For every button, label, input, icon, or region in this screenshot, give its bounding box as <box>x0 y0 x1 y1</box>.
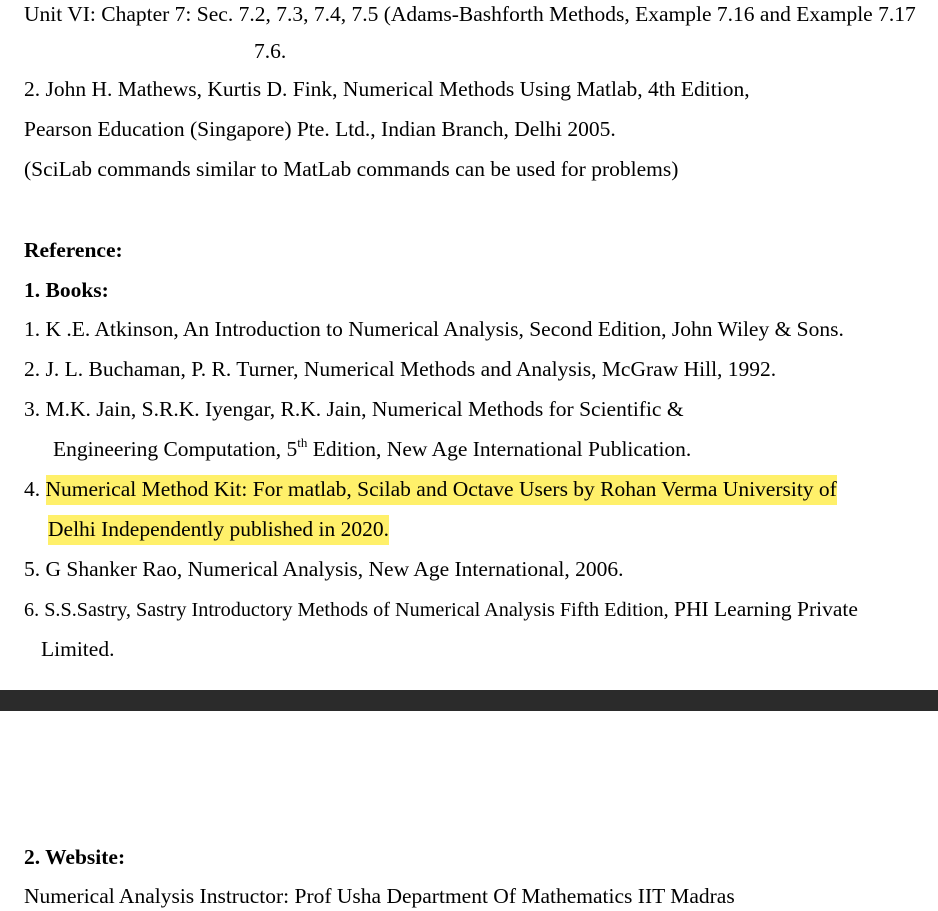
highlighted-text: Numerical Method Kit: For matlab, Scilab and Octave Users by Rohan Verma University of <box>46 475 837 505</box>
book-item-3-text-end: Edition, New Age International Publication. <box>307 437 692 461</box>
book-item-4-line-1 <box>24 476 837 502</box>
textbook-2-line-2: Pearson Education (Singapore) Pte. Ltd., Indian Branch, Delhi 2005. <box>24 117 616 141</box>
website-line: Numerical Analysis Instructor: Prof Usha Department Of Mathematics IIT Madras <box>24 884 735 908</box>
unit-line-continuation: 7.6. <box>254 39 287 63</box>
superscript-th: th <box>297 434 308 450</box>
book-item-1: 1. K .E. Atkinson, An Introduction to Numerical Analysis, Second Edition, John Wiley & Sons. <box>24 317 844 341</box>
scilab-note: (SciLab commands similar to MatLab commands can be used for problems) <box>24 157 679 181</box>
book-item-3-line-1: 3. M.K. Jain, S.R.K. Iyengar, R.K. Jain, Numerical Methods for Scientific & <box>24 397 684 421</box>
book-item-4-line-2 <box>48 516 389 542</box>
book-item-4-number: 4. <box>24 477 41 501</box>
website-heading: 2. Website: <box>24 845 126 869</box>
book-item-5: 5. G Shanker Rao, Numerical Analysis, New Age International, 2006. <box>24 557 624 581</box>
book-item-6-line-1 <box>24 596 858 623</box>
highlighted-text-cont: Delhi Independently published in 2020. <box>48 515 389 545</box>
page-separator <box>0 690 938 711</box>
reference-heading: Reference: <box>24 238 123 262</box>
book-item-6-text-end: PHI Learning Private <box>668 597 858 621</box>
book-item-3-line-2 <box>53 436 691 462</box>
book-item-6-text: 6. S.S.Sastry, Sastry Introductory Methods of Numerical Analysis Fifth Edition, <box>24 599 669 621</box>
book-item-2: 2. J. L. Buchaman, P. R. Turner, Numerical Methods and Analysis, McGraw Hill, 1992. <box>24 357 777 381</box>
book-item-6-line-2: Limited. <box>41 637 115 661</box>
books-heading: 1. Books: <box>24 278 109 302</box>
textbook-2-line-1: 2. John H. Mathews, Kurtis D. Fink, Numerical Methods Using Matlab, 4th Edition, <box>24 77 750 101</box>
unit-line: Unit VI: Chapter 7: Sec. 7.2, 7.3, 7.4, 7.5 (Adams-Bashforth Methods, Example 7.16 and Example 7.17 <box>24 2 916 26</box>
book-item-3-text: Engineering Computation, 5 <box>53 437 298 461</box>
document-page-bottom <box>0 711 938 911</box>
